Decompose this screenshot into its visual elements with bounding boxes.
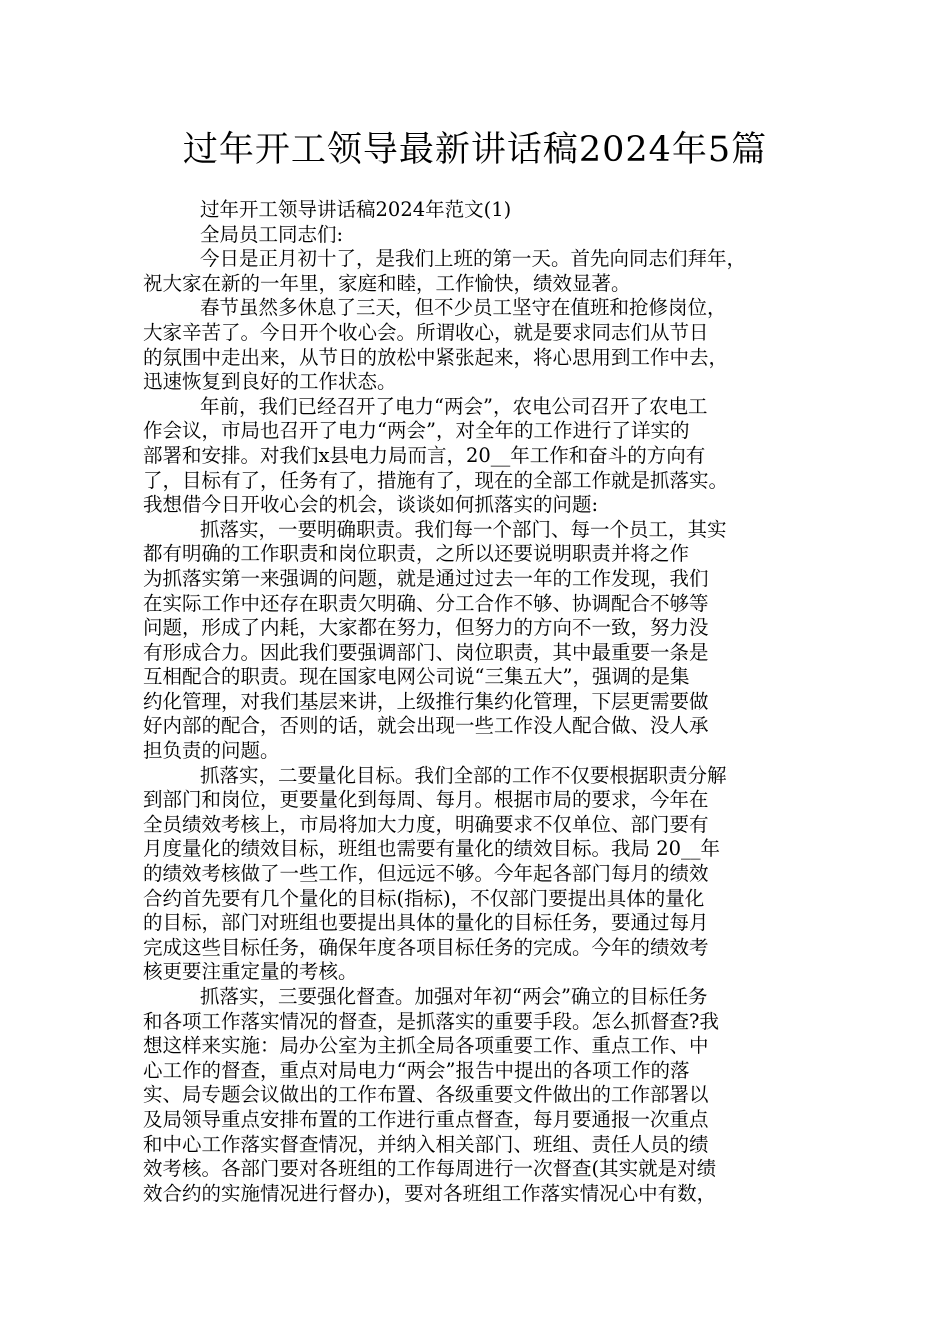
text-line: 月度量化的绩效目标，班组也需要有量化的绩效目标。我局 20__年	[143, 837, 721, 861]
text-line: 为抓落实第一来强调的问题，就是通过过去一年的工作发现，我们	[143, 566, 709, 590]
text-line: 和各项工作落实情况的督查，是抓落实的重要手段。怎么抓督查?我	[143, 1009, 719, 1033]
text-line: 的绩效考核做了一些工作，但远远不够。今年起各部门每月的绩效	[143, 862, 709, 886]
text-line: 迅速恢复到良好的工作状态。	[143, 370, 397, 394]
text-line: 想这样来实施：局办公室为主抓全局各项重要工作、重点工作、中	[143, 1034, 709, 1058]
text-line: 好内部的配合，否则的话，就会出现一些工作没人配合做、没人承	[143, 714, 709, 738]
document-body	[143, 198, 828, 1206]
text-line: 有形成合力。因此我们要强调部门、岗位职责，其中最重要一条是	[143, 640, 709, 664]
text-line: 都有明确的工作职责和岗位职责，之所以还要说明职责并将之作	[143, 542, 690, 566]
text-line: 问题，形成了内耗，大家都在努力，但努力的方向不一致，努力没	[143, 616, 709, 640]
text-line: 抓落实，三要强化督查。加强对年初“两会”确立的目标任务	[200, 985, 708, 1008]
text-line: 过年开工领导讲话稿2024年范文(1)	[200, 198, 512, 221]
text-line: 到部门和岗位，更要量化到每周、每月。根据市局的要求，今年在	[143, 788, 709, 812]
text-line: 在实际工作中还存在职责欠明确、分工合作不够、协调配合不够等	[143, 591, 709, 615]
text-line: 的目标，部门对班组也要提出具体的量化的目标任务，要通过每月	[143, 911, 709, 935]
text-line: 抓落实，二要量化目标。我们全部的工作不仅要根据职责分解	[200, 763, 727, 787]
text-line: 年前，我们已经召开了电力“两会”，农电公司召开了农电工	[200, 394, 708, 418]
text-line: 核更要注重定量的考核。	[143, 960, 358, 984]
text-line: 实、局专题会议做出的工作布置、各级重要文件做出的工作部署以	[143, 1083, 709, 1107]
text-line: 作会议，市局也召开了电力“两会”，对全年的工作进行了详实的	[143, 419, 690, 443]
text-line: 效考核。各部门要对各班组的工作每周进行一次督查(其实就是对绩	[143, 1157, 717, 1181]
text-line: 完成这些目标任务，确保年度各项目标任务的完成。今年的绩效考	[143, 935, 709, 959]
text-line: 合约首先要有几个量化的目标(指标)，不仅部门要提出具体的量化	[143, 886, 705, 910]
text-line: 的氛围中走出来，从节日的放松中紧张起来，将心思用到工作中去，	[143, 345, 729, 369]
text-line: 担负责的问题。	[143, 739, 280, 763]
text-line: 心工作的督查，重点对局电力“两会”报告中提出的各项工作的落	[143, 1058, 690, 1082]
document-title: 过年开工领导最新讲话稿2024年5篇	[182, 130, 768, 170]
text-line: 部署和安排。对我们x县电力局而言，20__年工作和奋斗的方向有	[143, 443, 706, 467]
text-line: 抓落实，一要明确职责。我们每一个部门、每一个员工，其实	[200, 517, 727, 541]
text-line: 了，目标有了，任务有了，措施有了，现在的全部工作就是抓落实。	[143, 468, 729, 492]
text-line: 大家辛苦了。今日开个收心会。所谓收心，就是要求同志们从节日	[143, 320, 709, 344]
text-line: 全局员工同志们:	[200, 222, 344, 246]
text-line: 春节虽然多休息了三天，但不少员工坚守在值班和抢修岗位，	[200, 296, 727, 320]
text-line: 祝大家在新的一年里，家庭和睦，工作愉快，绩效显著。	[143, 271, 631, 295]
text-line: 和中心工作落实督查情况，并纳入相关部门、班组、责任人员的绩	[143, 1132, 709, 1156]
text-line: 我想借今日开收心会的机会，谈谈如何抓落实的问题:	[143, 493, 599, 517]
text-line: 约化管理，对我们基层来讲，上级推行集约化管理，下层更需要做	[143, 689, 709, 713]
text-line: 互相配合的职责。现在国家电网公司说“三集五大”，强调的是集	[143, 665, 690, 689]
text-line: 今日是正月初十了，是我们上班的第一天。首先向同志们拜年，	[200, 247, 747, 271]
text-line: 全员绩效考核上，市局将加大力度，明确要求不仅单位、部门要有	[143, 812, 709, 836]
text-line: 效合约的实施情况进行督办)，要对各班组工作落实情况心中有数，	[143, 1181, 717, 1205]
text-line: 及局领导重点安排布置的工作进行重点督查，每月要通报一次重点	[143, 1107, 709, 1131]
